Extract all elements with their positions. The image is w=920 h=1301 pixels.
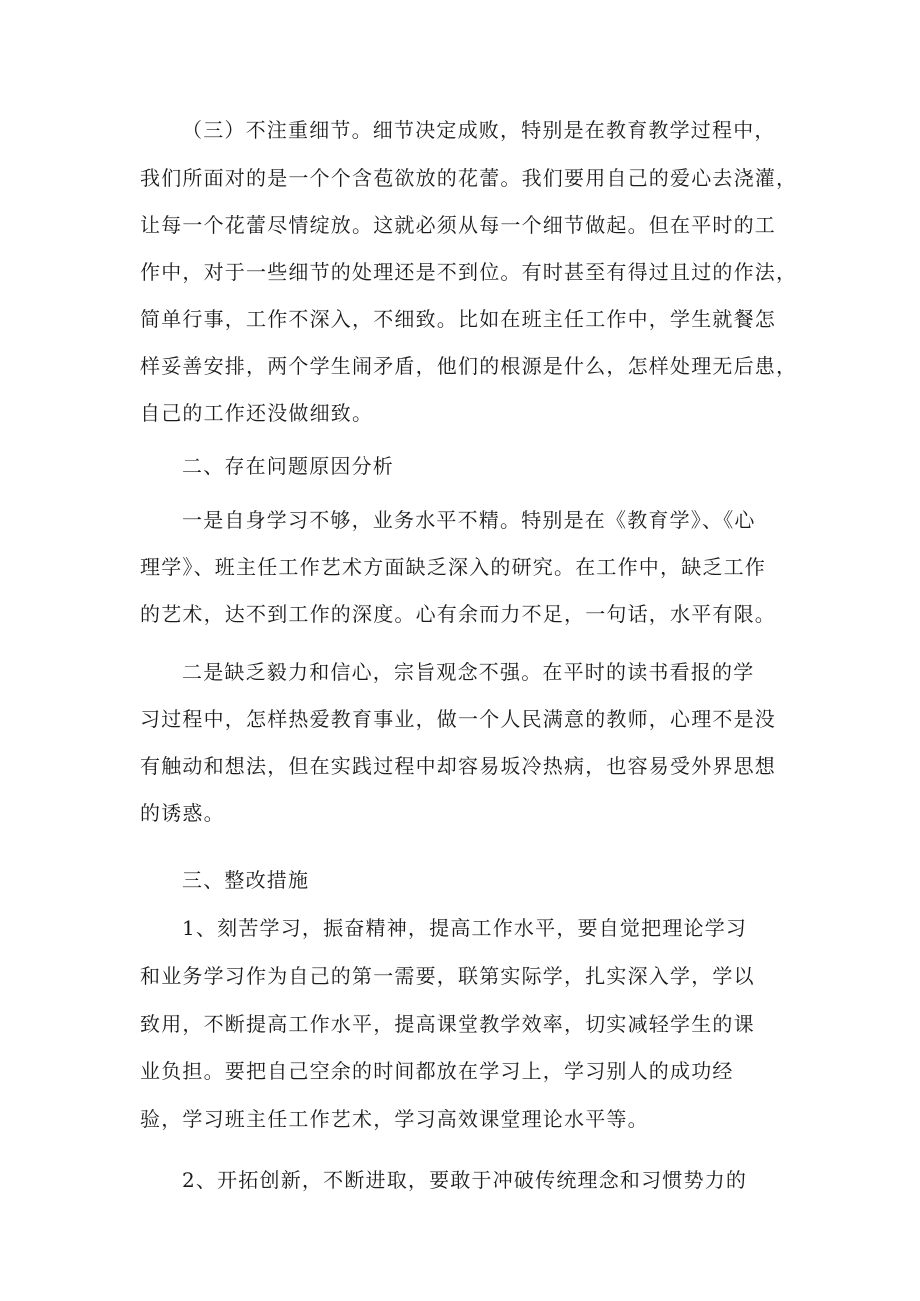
section-heading-2: 二、存在问题原因分析 (182, 454, 394, 478)
text-line: 让每一个花蕾尽情绽放。这就必须从每一个细节做起。但在平时的工 (140, 213, 776, 237)
text-line: 理学》、班主任工作艺术方面缺乏深入的研究。在工作中，缺乏工作 (140, 555, 766, 579)
text-line: 习过程中，怎样热爱教育事业，做一个人民满意的教师，心理不是没 (140, 707, 776, 731)
text-line: 业负担。要把自己空余的时间都放在学习上，学习别人的成功经 (140, 1059, 734, 1083)
text-line: 1、刻苦学习，振奋精神，提高工作水平，要自觉把理论学习 (182, 916, 748, 940)
text-line: 的艺术，达不到工作的深度。心有余而力不足，一句话，水平有限。 (140, 602, 776, 626)
text-line: 的诱惑。 (140, 801, 225, 825)
text-line: 验，学习班主任工作艺术，学习高效课堂理论水平等。 (140, 1107, 649, 1131)
text-line: 致用，不断提高工作水平，提高课堂教学效率，切实减轻学生的课 (140, 1012, 755, 1036)
text-line: 简单行事，工作不深入，不细致。比如在班主任工作中，学生就餐怎 (140, 307, 776, 331)
text-line: 我们所面对的是一个个含苞欲放的花蕾。我们要用自己的爱心去浇灌， (140, 166, 798, 190)
text-line: 自己的工作还没做细致。 (140, 401, 374, 425)
text-line: 二是缺乏毅力和信心，宗旨观念不强。在平时的读书看报的学 (182, 660, 755, 684)
paragraph-measure-2: 2、开拓创新，不断进取，要敢于冲破传统理念和习惯势力的 (182, 1168, 748, 1192)
section-heading-3: 三、整改措施 (182, 868, 310, 892)
text-line: 有触动和想法，但在实践过程中却容易坂冷热病，也容易受外界思想 (140, 754, 776, 778)
text-line: 一是自身学习不够，业务水平不精。特别是在《教育学》、《心 (182, 508, 756, 532)
text-line: （三）不注重细节。细节决定成败，特别是在教育教学过程中， (182, 118, 776, 142)
text-line: 和业务学习作为自己的第一需要，联第实际学，扎实深入学，学以 (140, 964, 755, 988)
text-line: 样妥善安排，两个学生闹矛盾，他们的根源是什么，怎样处理无后患， (140, 354, 798, 378)
text-line: 作中，对于一些细节的处理还是不到位。有时甚至有得过且过的作法， (140, 260, 798, 284)
